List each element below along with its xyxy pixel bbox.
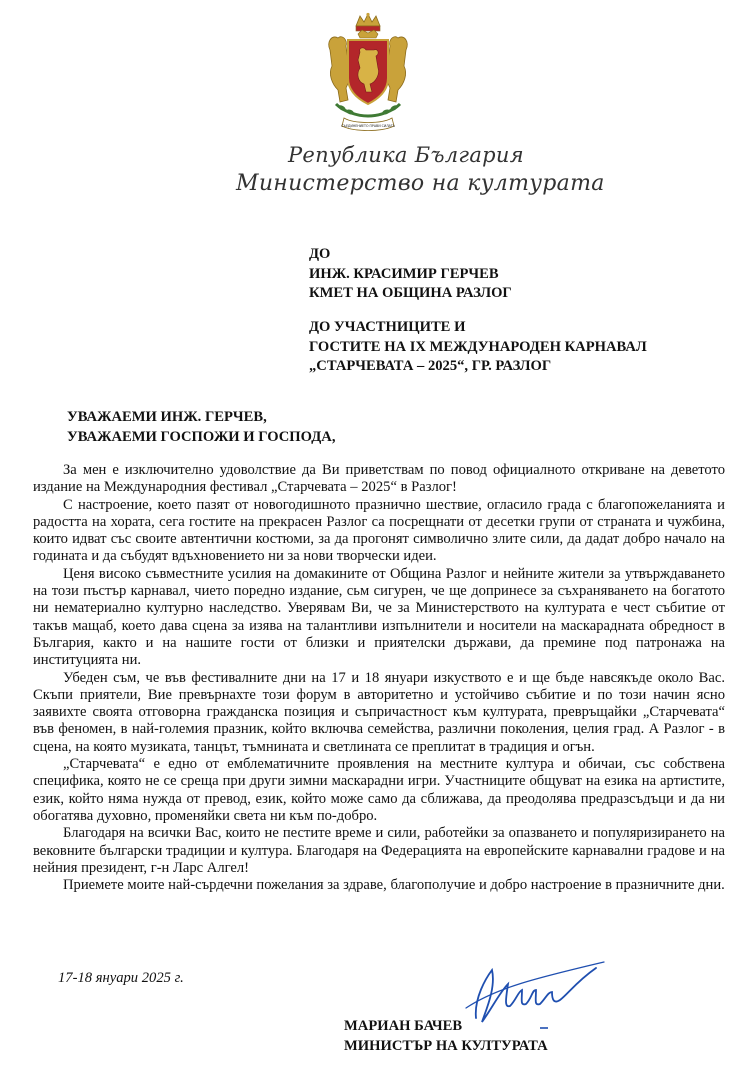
paragraph: С настроение, което пазят от новогодишното празнично шествие, огласило града с благопожеланията и радостта на хората, сега гостите на прекрасен Разлог са посрещнати от десетки групи от страната и чужбина, които идват със своите автентични костюми, за да прогонят символично злите сили, да дадат добро начало на годината и да събудят вдъхновението ни за нови творчески идеи.	[33, 496, 725, 565]
addressee-line: ДО УЧАСТНИЦИТЕ И	[309, 319, 466, 335]
signatory	[344, 1016, 548, 1056]
addressee-line: „СТАРЧЕВАТА – 2025“, ГР. РАЗЛОГ	[309, 358, 552, 374]
letter-date: 17-18 януари 2025 г.	[58, 970, 184, 986]
addressee-line: ГОСТИТЕ НА IX МЕЖДУНАРОДЕН КАРНАВАЛ	[309, 338, 647, 355]
paragraph: „Старчевата“ е едно от емблематичните проявления на местните култура и обичаи, със собствена специфика, която не се среща при други зимни маскарадни игри. Участниците общуват на езика на артистите, език, който няма нужда от превод, език, който може само да сближава, да преодолява предразсъдъци и да ни обогатява духовно, променяйки света ни към по-добро.	[33, 756, 725, 824]
addressee-line: КМЕТ НА ОБЩИНА РАЗЛОГ	[309, 285, 512, 301]
coat-of-arms-icon	[318, 12, 418, 134]
addressee-line: ДО	[309, 246, 331, 262]
paragraph: За мен е изключително удоволствие да Ви приветствам по повод официалното откриване на деветото издание на Международния фестивал „Старчевата – 2025“ в Разлог!	[33, 462, 725, 496]
institution-country: Република България	[288, 143, 524, 167]
salutation-line: УВАЖАЕМИ ГОСПОЖИ И ГОСПОДА,	[67, 429, 336, 445]
paragraph: Благодаря на всички Вас, които не пестите време и сили, работейки за опазването и популяризирането на вековните български традиции и култура. Благодаря на Федерацията на европейските карнавални градове и на нейния президент, г-н Ларс Алгел!	[33, 825, 725, 876]
addressee-mayor	[309, 245, 512, 304]
signatory-title: МИНИСТЪР НА КУЛТУРАТА	[344, 1038, 548, 1054]
salutation	[67, 407, 336, 447]
signatory-name: МАРИАН БАЧЕВ	[344, 1018, 463, 1034]
addressee-line: ИНЖ. КРАСИМИР ГЕРЧЕВ	[309, 265, 499, 282]
paragraph: Приемете моите най-сърдечни пожелания за здраве, благополучие и добро настроение в празничните дни.	[63, 877, 725, 894]
letter-body	[33, 462, 725, 894]
addressee-participants	[309, 318, 647, 377]
salutation-line: УВАЖАЕМИ ИНЖ. ГЕРЧЕВ,	[67, 409, 267, 425]
institution-ministry: Министерство на културата	[236, 171, 605, 196]
crest-motto: СЪЕДИНЕНИЕТО ПРАВИ СИЛАТА	[341, 124, 395, 128]
paragraph: Ценя високо съвместните усилия на домакините от Община Разлог и нейните жители за утвърждаването на този пъстър карнавал, чието поредно издание, сьм сигурен, че ще допринесе за съхраняването на богатото ни нематериално културно наследство. Уверявам Ви, че за Министерството на културата е чест събитие от такъв мащаб, което дава сцена за изява на талантливи изпълнители и носители на маскарадната обредност в България, както и на нашите гости от близки и приятелски държави, да премине под патронажа на институцията ни.	[33, 565, 725, 669]
paragraph: Убеден съм, че във фестивалните дни на 17 и 18 януари изкуството е и ще бъде навсякъде около Вас. Скъпи приятели, Вие превърнахте този форум в авторитетно и устойчиво събитие и по този начин ясно заявихте своята отговорна гражданска позиция и съпричастност към културата, превръщайки „Старчевата“ във феномен, в най-големия празник, който включва семейства, различни поколения, целия град. А Разлог - в сцена, на която музиката, танцът, тъмнината и светлината се преплитат в традиция и огън.	[33, 669, 725, 755]
